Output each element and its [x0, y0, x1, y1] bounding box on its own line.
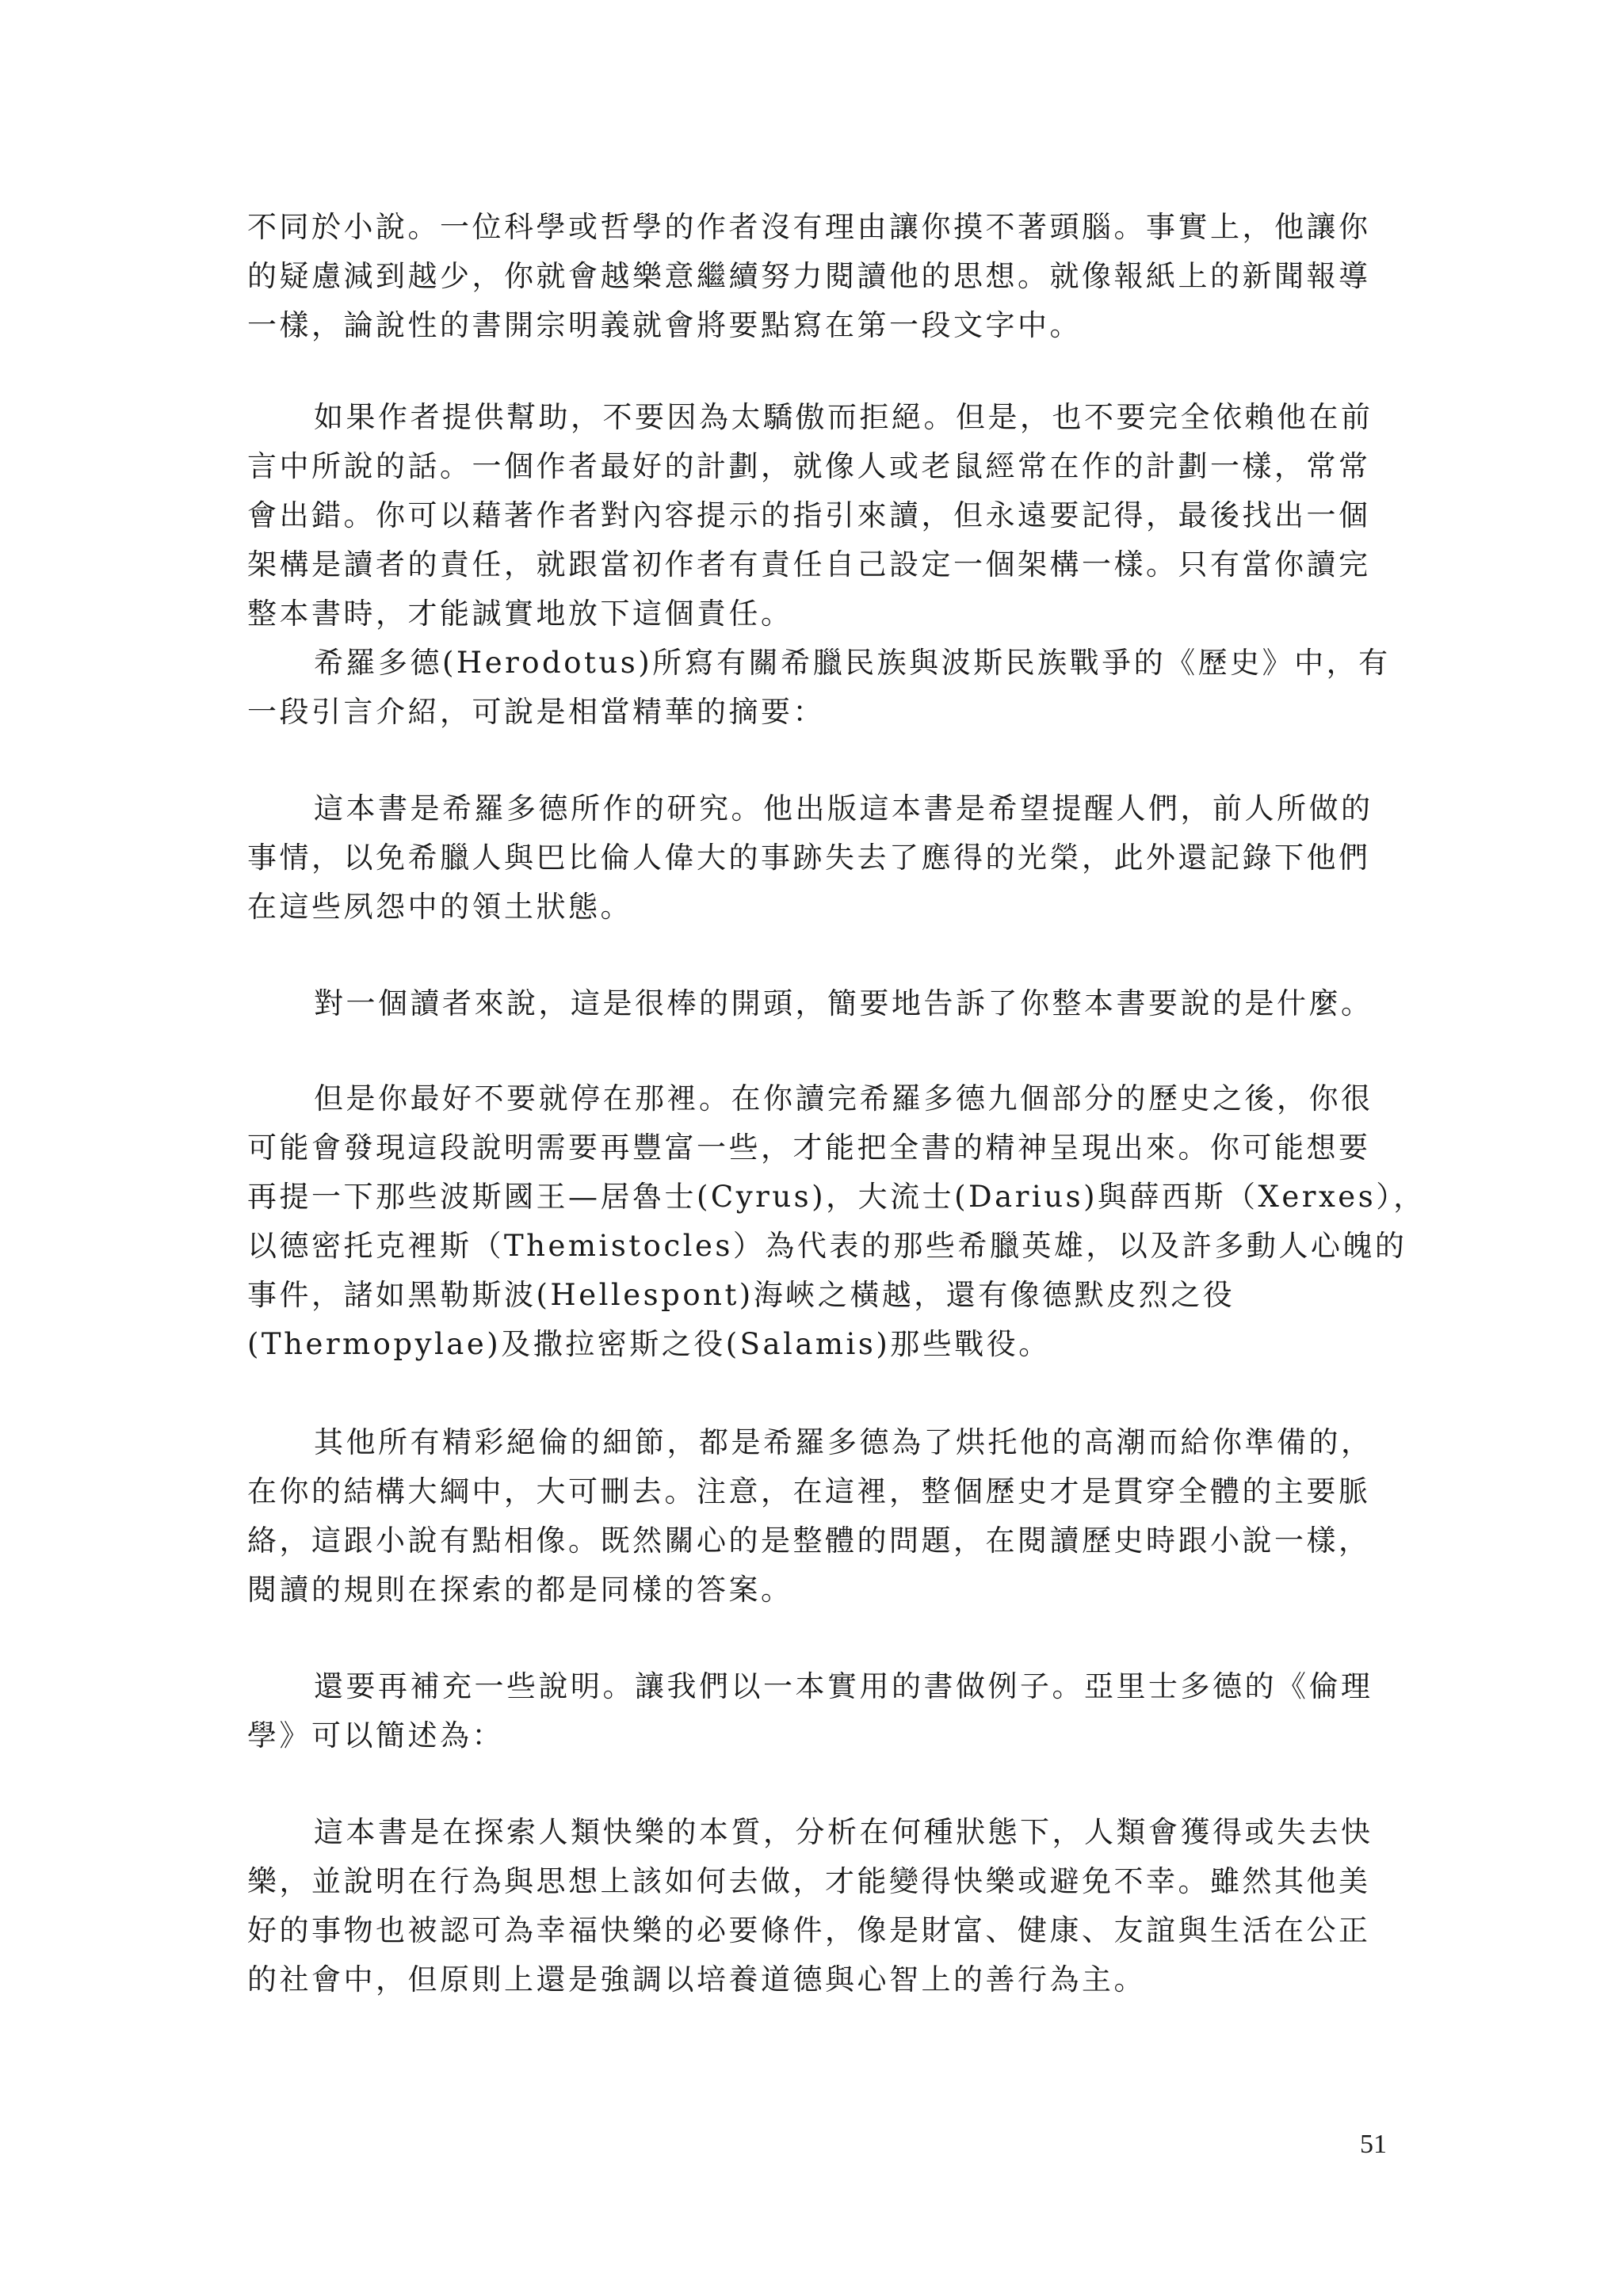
text-line: 的社會中，但原則上還是強調以培養道德與心智上的善行為主。 — [247, 1962, 1146, 1997]
text-line: 整本書時，才能誠實地放下這個責任。 — [247, 597, 793, 631]
text-line: 絡，這跟小說有點相像。既然關心的是整體的問題，在閱讀歷史時跟小說一樣， — [247, 1524, 1371, 1558]
paragraph-9 — [247, 1808, 1382, 2004]
text-line: 這本書是在探索人類快樂的本質，分析在何種狀態下，人類會獲得或失去快 — [314, 1815, 1373, 1849]
text-line: (Thermopylae)及撒拉密斯之役(Salamis)那些戰役。 — [247, 1327, 1051, 1361]
text-line: 如果作者提供幫助，不要因為太驕傲而拒絕。但是，也不要完全依賴他在前 — [314, 400, 1373, 434]
paragraph-4 — [247, 784, 1382, 932]
text-line: 學》可以簡述為： — [247, 1718, 504, 1753]
text-line: 一樣，論說性的書開宗明義就會將要點寫在第一段文字中。 — [247, 308, 1082, 342]
text-line: 樂，並說明在行為與思想上該如何去做，才能變得快樂或避免不幸。雖然其他美 — [247, 1864, 1371, 1898]
text-line: 再提一下那些波斯國王—居魯士(Cyrus)，大流士(Darius)與薛西斯（Xerxes）， — [247, 1180, 1426, 1214]
text-line: 可能會發現這段說明需要再豐富一些，才能把全書的精神呈現出來。你可能想要 — [247, 1131, 1371, 1165]
text-line: 這本書是希羅多德所作的研究。他出版這本書是希望提醒人們，前人所做的 — [314, 791, 1373, 826]
text-line: 在你的結構大綱中，大可刪去。注意，在這裡，整個歷史才是貫穿全體的主要脈 — [247, 1474, 1371, 1508]
text-line: 會出錯。你可以藉著作者對內容提示的指引來讀，但永遠要記得，最後找出一個 — [247, 498, 1371, 532]
text-line: 希羅多德(Herodotus)所寫有關希臘民族與波斯民族戰爭的《歷史》中，有 — [314, 646, 1391, 680]
text-line: 以德密托克裡斯（Themistocles）為代表的那些希臘英雄，以及許多動人心魄的 — [247, 1229, 1407, 1263]
paragraph-6 — [247, 1074, 1426, 1369]
text-line: 但是你最好不要就停在那裡。在你讀完希羅多德九個部分的歷史之後，你很 — [314, 1081, 1373, 1116]
text-line: 不同於小說。一位科學或哲學的作者沒有理由讓你摸不著頭腦。事實上，他讓你 — [247, 210, 1371, 244]
paragraph-5 — [247, 979, 1382, 1028]
paragraph-8 — [247, 1662, 1382, 1760]
text-line: 好的事物也被認可為幸福快樂的必要條件，像是財富、健康、友誼與生活在公正 — [247, 1913, 1371, 1947]
text-line: 一段引言介紹，可說是相當精華的摘要： — [247, 695, 825, 729]
text-line: 言中所說的話。一個作者最好的計劃，就像人或老鼠經常在作的計劃一樣，常常 — [247, 449, 1371, 483]
text-line: 在這些夙怨中的領土狀態。 — [247, 890, 632, 924]
paragraph-1 — [247, 203, 1382, 350]
paragraph-2 — [247, 393, 1382, 639]
text-line: 架構是讀者的責任，就跟當初作者有責任自己設定一個架構一樣。只有當你讀完 — [247, 547, 1371, 582]
text-line: 還要再補充一些說明。讓我們以一本實用的書做例子。亞里士多德的《倫理 — [314, 1669, 1373, 1703]
paragraph-7 — [247, 1418, 1382, 1615]
text-line: 閱讀的規則在探索的都是同樣的答案。 — [247, 1573, 793, 1607]
text-line: 的疑慮減到越少，你就會越樂意繼續努力閱讀他的思想。就像報紙上的新聞報導 — [247, 259, 1371, 293]
text-line: 事情，以免希臘人與巴比倫人偉大的事跡失去了應得的光榮，此外還記錄下他們 — [247, 841, 1371, 875]
page-number: 51 — [1360, 2130, 1387, 2159]
text-line: 其他所有精彩絕倫的細節，都是希羅多德為了烘托他的高潮而給你準備的， — [314, 1425, 1373, 1459]
paragraph-3 — [247, 639, 1391, 737]
text-line: 對一個讀者來說，這是很棒的開頭，簡要地告訴了你整本書要說的是什麼。 — [314, 986, 1373, 1020]
text-line: 事件，諸如黑勒斯波(Hellespont)海峽之橫越，還有像德默皮烈之役 — [247, 1278, 1235, 1312]
